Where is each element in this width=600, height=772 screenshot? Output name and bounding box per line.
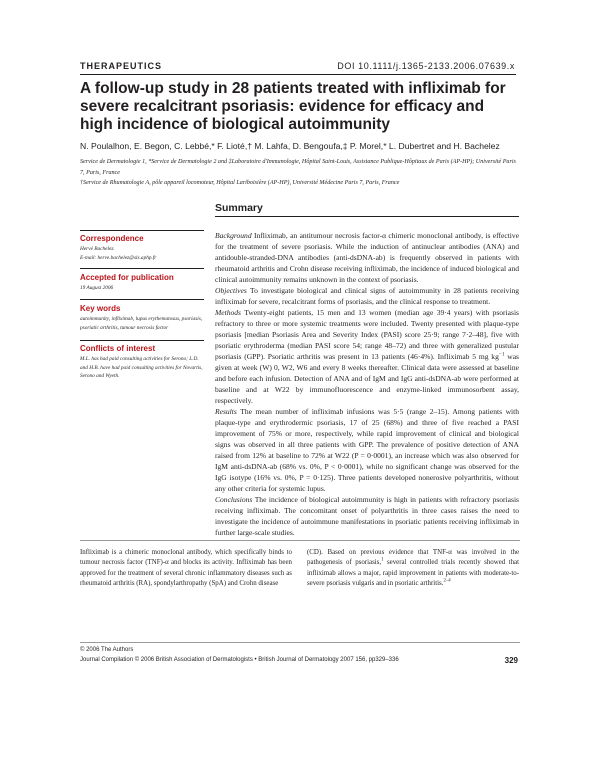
conflicts-block <box>80 344 204 381</box>
background-label: Background <box>215 231 252 240</box>
body-right-column <box>307 548 519 590</box>
summary-heading: Summary <box>215 202 263 214</box>
author-list: N. Poulalhon, E. Begon, C. Lebbé,* F. Lioté,† M. Lahfa, D. Bengoufa,‡ P. Morel,* L. Dubertret and H. Bachelez <box>80 141 500 151</box>
keywords-block <box>80 304 204 332</box>
conflicts-text: M.L. has had paid consulting activities for Serono; L.D. and H.B. have had paid consulting activities for Novartis, Serono and Wyeth. <box>80 356 203 379</box>
footer-rule <box>80 642 520 643</box>
sidebar-rule <box>80 268 204 269</box>
right-column-text-1: (CD). Based on previous evidence that TNF-α was involved in the pathogenesis of psoriasis, <box>307 549 519 567</box>
section-label: THERAPEUTICS <box>80 61 163 71</box>
body-rule <box>80 540 520 541</box>
methods-text-2: was given at week (W) 0, W2, W6 and every 8 weeks thereafter. Clinical data were assessed at baseline and before each infusion. Detection of ANA and of IgM and IgG anti-dsDNA-ab were performed at baseline and at W22 by immunofluorescence and enzyme-linked immunosorbent assay, respectively. <box>215 352 519 405</box>
footer-journal-compilation: Journal Compilation © 2006 British Association of Dermatologists • British Journal of Dermatology 2007 156, pp329–336 <box>80 657 399 663</box>
footer-copyright-authors: © 2006 The Authors <box>80 647 134 653</box>
results-text: The mean number of infliximab infusions was 5·5 (range 2–15). Among patients with plaque-type and erythrodermic psoriasis, 17 of 25 (68%) and three of five reached a PASI improvement of 75% or more, respectively, while rapid improvement of clinical and biological signs was observed in all three patients with GPP. The prevalence of positive detection of ANA raised from 12% at baseline to 72% at W22 (P = 0·0001), an increase which was also observed for IgM anti-dsDNA-ab (68% vs. 0%, P < 0·0001), while no significant change was observed for the IgG isotype (16% vs. 0%, P = 0·125). Three patients developed nonerosive polyarthritis, without any other criteria for systemic lupus. <box>215 407 519 493</box>
keywords-text: autoimmunity, infliximab, lupus erythematosus, psoriasis, psoriatic arthritis, tumour necrosis factor <box>80 316 203 331</box>
correspondence-name: Hervé Bachelez. <box>80 246 115 252</box>
citation-1[interactable]: 1 <box>381 558 384 564</box>
body-left-column: Infliximab is a chimeric monoclonal antibody, which specifically binds to tumour necrosis factor (TNF)-α and blocks its activity. Infliximab has been approved for the treatment of several chronic inflammatory diseases such as rheumatoid arthritis (RA), spondylarthropathy (SpA) and Crohn disease <box>80 549 292 588</box>
page-number: 329 <box>504 656 518 665</box>
conflicts-heading: Conflicts of interest <box>80 344 156 353</box>
summary-rule <box>215 216 519 217</box>
right-column-text-2: several controlled trials recently showed that infliximab allows a major, rapid improvement in patients with moderate-to-severe psoriasis vulgaris and in psoriatic arthritis. <box>307 559 519 588</box>
methods-label: Methods <box>215 308 241 317</box>
objectives-text: To investigate biological and clinical signs of autoimmunity in 28 patients receiving infliximab for severe, recalcitrant forms of psoriasis, and the clinical response to treatment. <box>215 286 519 306</box>
methods-text-1: Twenty-eight patients, 15 men and 13 women (median age 39·4 years) with psoriasis refractory to three or more systemic treatments were included. Twenty presented with plaque-type psoriasis [median Psoriasis Area and Severity Index (PASI) score 25·9; range 7·2–48], five with psoriatic erythroderma (median PASI score 54; range 48–72) and three with generalized pustular psoriasis (GPP). Psoriatic arthritis was present in 13 patients (46·4%). Infliximab 5 mg kg <box>215 308 519 361</box>
correspondence-block <box>80 234 204 262</box>
affiliation-2: †Service de Rhumatologie A, pôle appareil locomoteur, Hôpital Lariboisière (AP-HP), Université Médecine Paris 7, Paris, France <box>80 180 400 186</box>
correspondence-email[interactable]: E-mail: herve.bachelez@sls.aphp.fr <box>80 254 157 261</box>
methods-superscript: −1 <box>498 351 505 358</box>
objectives-label: Objectives <box>215 286 247 295</box>
conclusions-label: Conclusions <box>215 495 253 504</box>
affiliation-1: Service de Dermatologie 1, *Service de Dermatologie 2 and ‡Laboratoire d'Immunologie, Hôpital Saint-Louis, Assistance Publique-Hôpitaux de Paris (AP-HP); Université Paris 7, Paris, France <box>80 159 516 176</box>
accepted-heading: Accepted for publication <box>80 273 174 282</box>
accepted-block <box>80 273 204 293</box>
abstract-results <box>215 406 519 494</box>
accepted-date: 19 August 2006 <box>80 285 114 291</box>
affiliations <box>80 157 520 189</box>
abstract-background <box>215 230 519 285</box>
correspondence-heading: Correspondence <box>80 234 144 243</box>
results-label: Results <box>215 407 237 416</box>
abstract-objectives <box>215 285 519 307</box>
background-text: Infliximab, an antitumour necrosis factor-α chimeric monoclonal antibody, is effective for the treatment of severe psoriasis. While the induction of antinuclear antibodies (ANA) and antidouble-stranded-DNA antibodies (anti-dsDNA-ab) is frequently observed in patients with rheumatoid arthritis and Crohn disease receiving infliximab, the incidence of induced biological and clinical autoimmunity remains unknown in the context of psoriasis. <box>215 231 519 284</box>
keywords-heading: Key words <box>80 304 121 313</box>
citation-2[interactable]: 2–4 <box>443 578 451 584</box>
top-rule <box>80 74 516 75</box>
sidebar-rule <box>80 230 204 231</box>
doi[interactable]: DOI 10.1111/j.1365-2133.2006.07639.x <box>337 61 515 71</box>
sidebar-rule <box>80 340 204 341</box>
sidebar-rule <box>80 299 204 300</box>
conclusions-text: The incidence of biological autoimmunity is high in patients with refractory psoriasis receiving infliximab. The concomitant onset of polyarthritis in three cases raises the need to investigate the incidence of autoimmune manifestations in psoriatic patients receiving infliximab in further large-scale studies. <box>215 495 519 537</box>
abstract-methods <box>215 307 519 406</box>
article-title: A follow-up study in 28 patients treated with infliximab for severe recalcitrant psoriasis: evidence for efficacy and high incidence of biological autoimmunity <box>80 80 506 133</box>
abstract <box>215 230 519 538</box>
abstract-conclusions <box>215 494 519 538</box>
